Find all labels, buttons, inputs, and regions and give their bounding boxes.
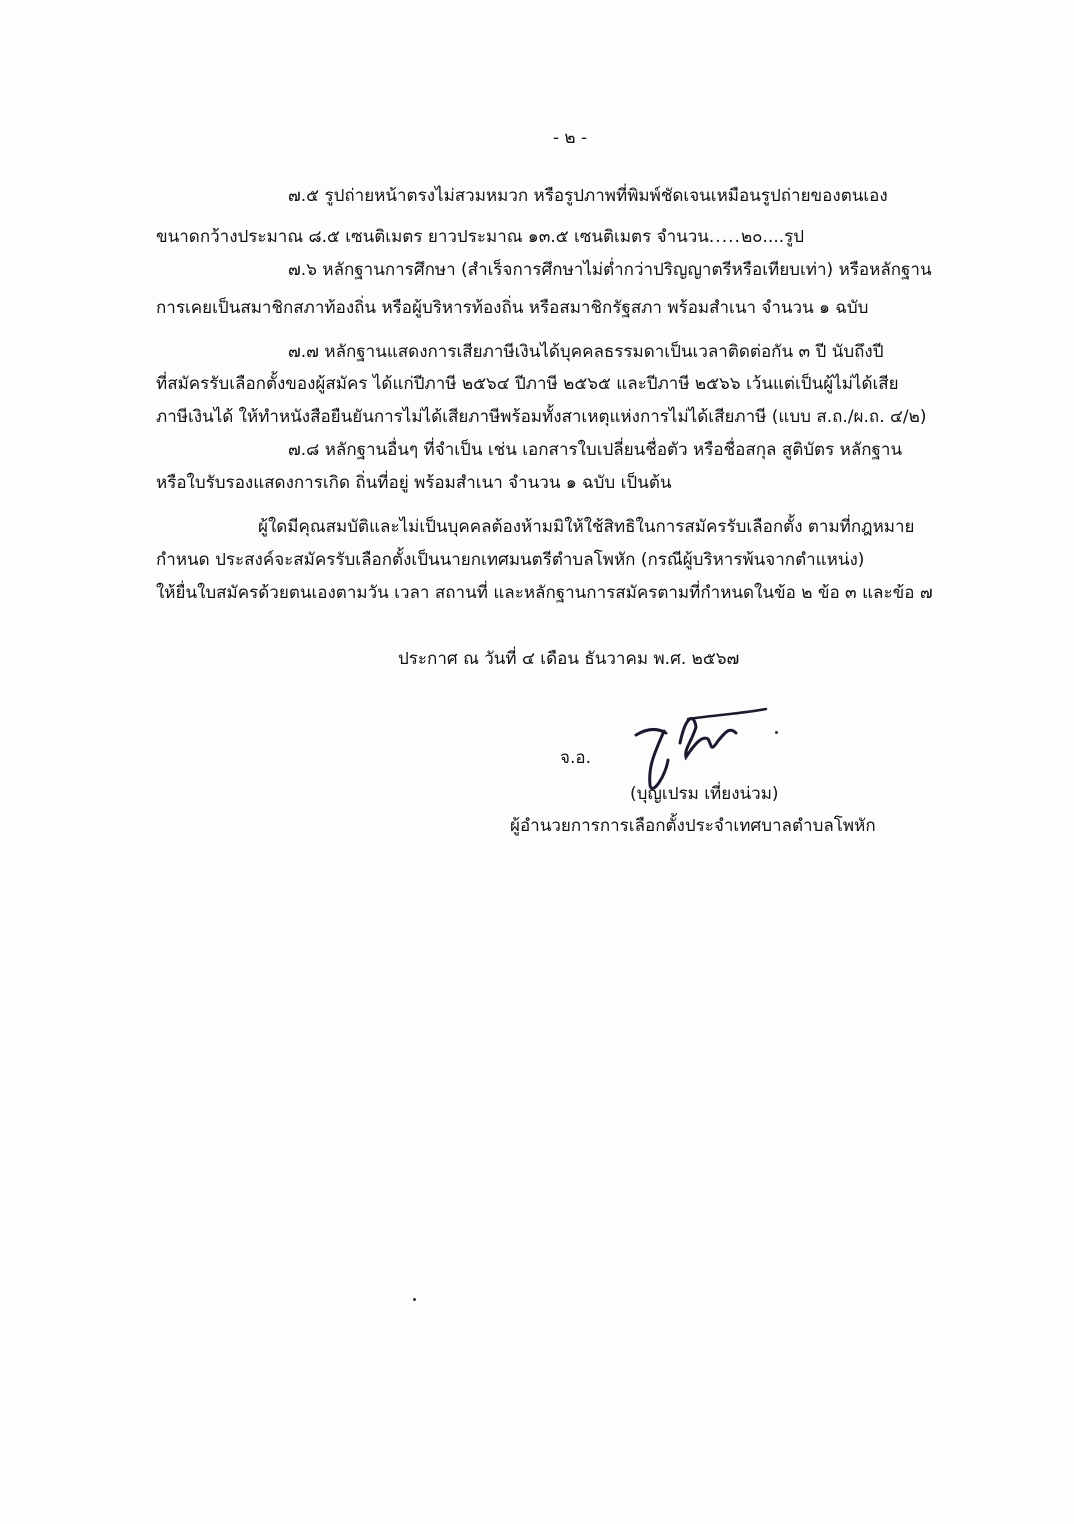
speck — [775, 731, 778, 734]
announcement-date: ประกาศ ณ วันที่ ๔ เดือน ธันวาคม พ.ศ. ๒๕๖๗ — [398, 649, 740, 669]
on-behalf-label: จ.อ. — [560, 748, 591, 768]
item-7-5-line-2-suffix: รูป — [784, 227, 805, 247]
item-7-7-line-1: ๗.๗ หลักฐานแสดงการเสียภาษีเงินได้บุคคลธรรมดาเป็นเวลาติดต่อกัน ๓ ปี นับถึงปี — [288, 342, 884, 362]
item-7-5-line-2 — [156, 229, 804, 246]
photo-count-trailer: .... — [762, 227, 785, 247]
item-7-8-line-1: ๗.๘ หลักฐานอื่นๆ ที่จำเป็น เช่น เอกสารใบเปลี่ยนชื่อตัว หรือชื่อสกุล สูติบัตร หลักฐาน — [288, 440, 903, 460]
handwritten-signature — [626, 705, 786, 795]
item-7-6-line-1: ๗.๖ หลักฐานการศึกษา (สำเร็จการศึกษาไม่ต่ำกว่าปริญญาตรีหรือเทียบเท่า) หรือหลักฐาน — [288, 260, 932, 280]
item-7-7-line-3: ภาษีเงินได้ ให้ทำหนังสือยืนยันการไม่ได้เสียภาษีพร้อมทั้งสาเหตุแห่งการไม่ได้เสียภาษี (แบบ ส.ถ./ผ.ถ. ๔/๒) — [156, 407, 927, 427]
item-7-8-line-2: หรือใบรับรองแสดงการเกิด ถิ่นที่อยู่ พร้อมสำเนา จำนวน ๑ ฉบับ เป็นต้น — [156, 473, 672, 493]
closing-line-3: ให้ยื่นใบสมัครด้วยตนเองตามวัน เวลา สถานที่ และหลักฐานการสมัครตามที่กำหนดในข้อ ๒ ข้อ ๓ และข้อ ๗ — [156, 583, 933, 603]
item-7-5-line-1: ๗.๕ รูปถ่ายหน้าตรงไม่สวมหมวก หรือรูปภาพที่พิมพ์ชัดเจนเหมือนรูปถ่ายของตนเอง — [288, 186, 888, 206]
item-7-7-line-2: ที่สมัครรับเลือกตั้งของผู้สมัคร ได้แก่ปีภาษี ๒๕๖๔ ปีภาษี ๒๕๖๕ และปีภาษี ๒๕๖๖ เว้นแต่เป็นผู้ไม่ได้เสีย — [156, 374, 899, 394]
item-7-5-line-2-prefix: ขนาดกว้างประมาณ ๘.๕ เซนติเมตร ยาวประมาณ ๑๓.๕ เซนติเมตร จำนวน — [156, 227, 709, 247]
photo-count: ๒๐ — [740, 227, 763, 247]
page-number: - ๒ - — [552, 128, 588, 148]
item-7-6-line-2: การเคยเป็นสมาชิกสภาท้องถิ่น หรือผู้บริหารท้องถิ่น หรือสมาชิกรัฐสภา พร้อมสำเนา จำนวน ๑ ฉบับ — [156, 298, 869, 318]
signatory-position: ผู้อำนวยการการเลือกตั้งประจำเทศบาลตำบลโพหัก — [510, 816, 876, 836]
photo-count-leader: ..... — [708, 227, 741, 247]
closing-line-2: กำหนด ประสงค์จะสมัครรับเลือกตั้งเป็นนายกเทศมนตรีตำบลโพหัก (กรณีผู้บริหารพ้นจากตำแหน่ง) — [156, 550, 865, 570]
signatory-name: (บุญเปรม เที่ยงน่วม) — [630, 784, 779, 804]
speck — [413, 1298, 416, 1301]
closing-line-1: ผู้ใดมีคุณสมบัติและไม่เป็นบุคคลต้องห้ามมิให้ใช้สิทธิในการสมัครรับเลือกตั้ง ตามที่กฎหมาย — [258, 517, 915, 537]
